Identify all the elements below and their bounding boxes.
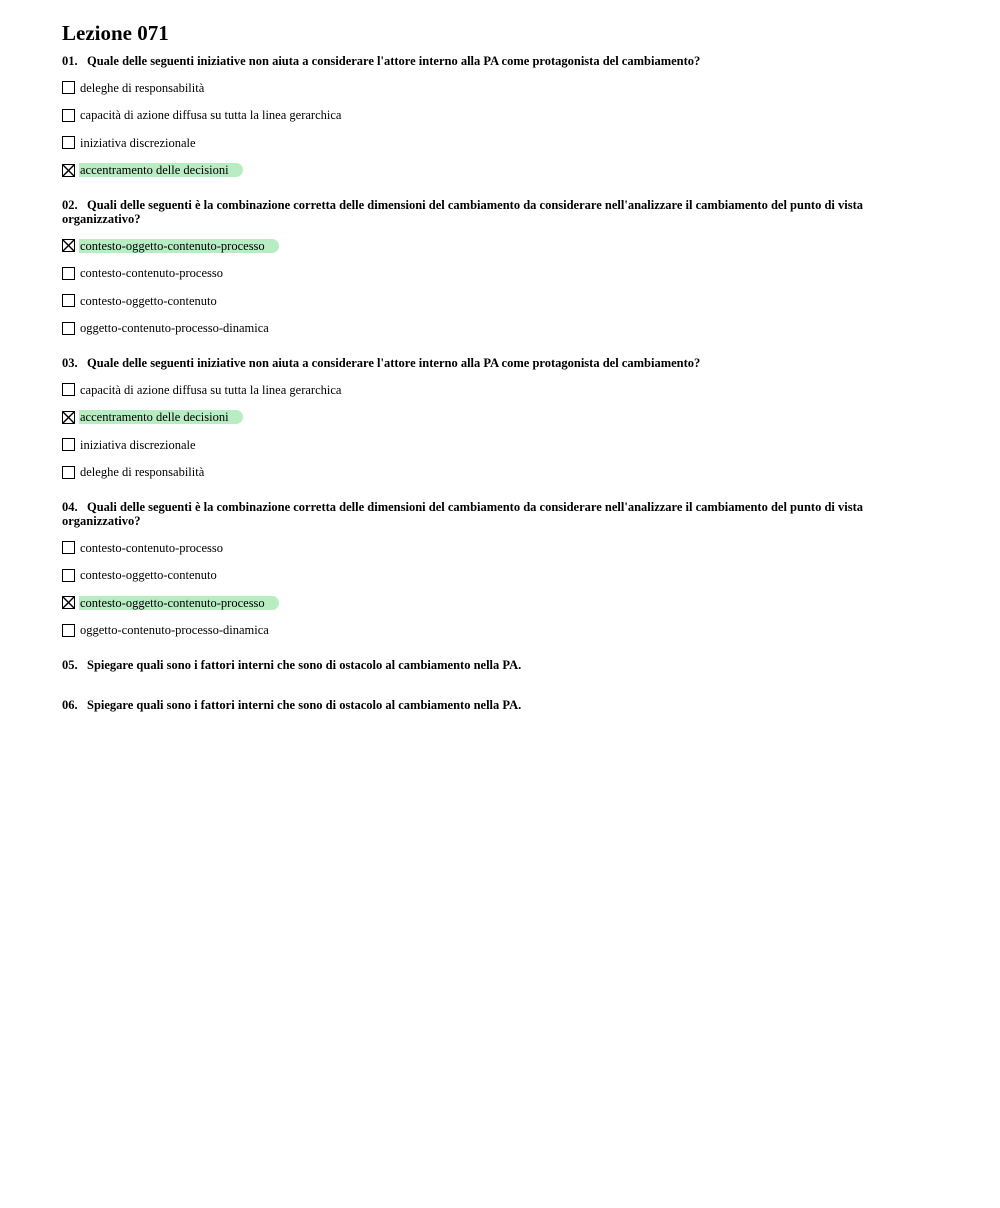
answer-label: contesto-oggetto-contenuto-processo	[79, 596, 279, 610]
answer-option[interactable]	[62, 260, 892, 288]
question-prompt: Quali delle seguenti è la combinazione corretta delle dimensioni del cambiamento da considerare nell'analizzare il cambiamento del punto di vista organizzativo?	[62, 198, 864, 226]
page-title: Lezione 071	[62, 21, 169, 45]
answer-option[interactable]	[62, 589, 892, 617]
question-number: 06.	[62, 698, 78, 712]
question-1	[62, 54, 892, 198]
answer-option[interactable]	[62, 232, 892, 260]
answer-label: deleghe di responsabilità	[80, 80, 205, 95]
checkbox-icon[interactable]	[62, 624, 75, 637]
checkbox-icon[interactable]	[62, 438, 75, 451]
answer-label: iniziativa discrezionale	[80, 135, 196, 150]
checkbox-icon[interactable]	[62, 267, 75, 280]
answer-option[interactable]	[62, 431, 892, 459]
answer-option[interactable]	[62, 74, 892, 102]
answer-options	[62, 232, 892, 342]
checked-checkbox-icon[interactable]	[62, 239, 75, 252]
question-prompt: Quale delle seguenti iniziative non aiuta a considerare l'attore interno alla PA come protagonista del cambiamento?	[87, 54, 701, 68]
answer-label: capacità di azione diffusa su tutta la linea gerarchica	[80, 108, 342, 123]
answer-option[interactable]	[62, 459, 892, 487]
question-spacer	[62, 712, 892, 738]
checked-checkbox-icon[interactable]	[62, 596, 75, 609]
answer-option[interactable]	[62, 315, 892, 343]
answer-label: oggetto-contenuto-processo-dinamica	[80, 623, 269, 638]
checkbox-icon[interactable]	[62, 109, 75, 122]
checkbox-icon[interactable]	[62, 383, 75, 396]
answer-option[interactable]	[62, 129, 892, 157]
answer-label: contesto-contenuto-processo	[80, 266, 224, 281]
answer-options	[62, 376, 892, 486]
answer-option[interactable]	[62, 102, 892, 130]
answer-label: oggetto-contenuto-processo-dinamica	[80, 321, 269, 336]
question-number: 01.	[62, 54, 78, 68]
answer-options	[62, 74, 892, 184]
question-text	[62, 658, 892, 672]
question-number: 02.	[62, 198, 78, 212]
checkbox-icon[interactable]	[62, 136, 75, 149]
question-spacer	[62, 342, 892, 356]
question-number: 05.	[62, 658, 78, 672]
answer-option[interactable]	[62, 287, 892, 315]
question-text	[62, 698, 892, 712]
answer-label: contesto-contenuto-processo	[80, 540, 224, 555]
question-text	[62, 198, 892, 226]
question-text	[62, 500, 892, 528]
answer-option[interactable]	[62, 404, 892, 432]
answer-option[interactable]	[62, 617, 892, 645]
question-3	[62, 356, 892, 500]
checkbox-icon[interactable]	[62, 81, 75, 94]
checkbox-icon[interactable]	[62, 294, 75, 307]
answer-label: deleghe di responsabilità	[80, 465, 205, 480]
question-number: 04.	[62, 500, 78, 514]
question-number: 03.	[62, 356, 78, 370]
answer-label: contesto-oggetto-contenuto	[80, 568, 217, 583]
checkbox-icon[interactable]	[62, 569, 75, 582]
answer-option[interactable]	[62, 562, 892, 590]
question-4	[62, 500, 892, 658]
answer-label: accentramento delle decisioni	[79, 410, 243, 424]
question-prompt: Quali delle seguenti è la combinazione corretta delle dimensioni del cambiamento da considerare nell'analizzare il cambiamento del punto di vista organizzativo?	[62, 500, 864, 528]
answer-label: accentramento delle decisioni	[79, 163, 243, 177]
checked-checkbox-icon[interactable]	[62, 411, 75, 424]
answer-label: iniziativa discrezionale	[80, 437, 196, 452]
question-list	[62, 54, 892, 738]
answer-options	[62, 534, 892, 644]
question-text	[62, 54, 892, 68]
checkbox-icon[interactable]	[62, 541, 75, 554]
question-spacer	[62, 672, 892, 698]
answer-option[interactable]	[62, 157, 892, 185]
answer-label: contesto-oggetto-contenuto	[80, 293, 217, 308]
document-page	[62, 20, 892, 738]
answer-label: contesto-oggetto-contenuto-processo	[79, 239, 279, 253]
question-spacer	[62, 184, 892, 198]
answer-option[interactable]	[62, 376, 892, 404]
question-text	[62, 356, 892, 370]
question-prompt: Quale delle seguenti iniziative non aiuta a considerare l'attore interno alla PA come protagonista del cambiamento?	[87, 356, 701, 370]
question-spacer	[62, 486, 892, 500]
checked-checkbox-icon[interactable]	[62, 164, 75, 177]
answer-label: capacità di azione diffusa su tutta la linea gerarchica	[80, 382, 342, 397]
question-5	[62, 658, 892, 698]
question-6	[62, 698, 892, 738]
question-2	[62, 198, 892, 356]
answer-option[interactable]	[62, 534, 892, 562]
question-spacer	[62, 644, 892, 658]
question-prompt: Spiegare quali sono i fattori interni che sono di ostacolo al cambiamento nella PA.	[87, 658, 522, 672]
checkbox-icon[interactable]	[62, 466, 75, 479]
checkbox-icon[interactable]	[62, 322, 75, 335]
question-prompt: Spiegare quali sono i fattori interni che sono di ostacolo al cambiamento nella PA.	[87, 698, 522, 712]
